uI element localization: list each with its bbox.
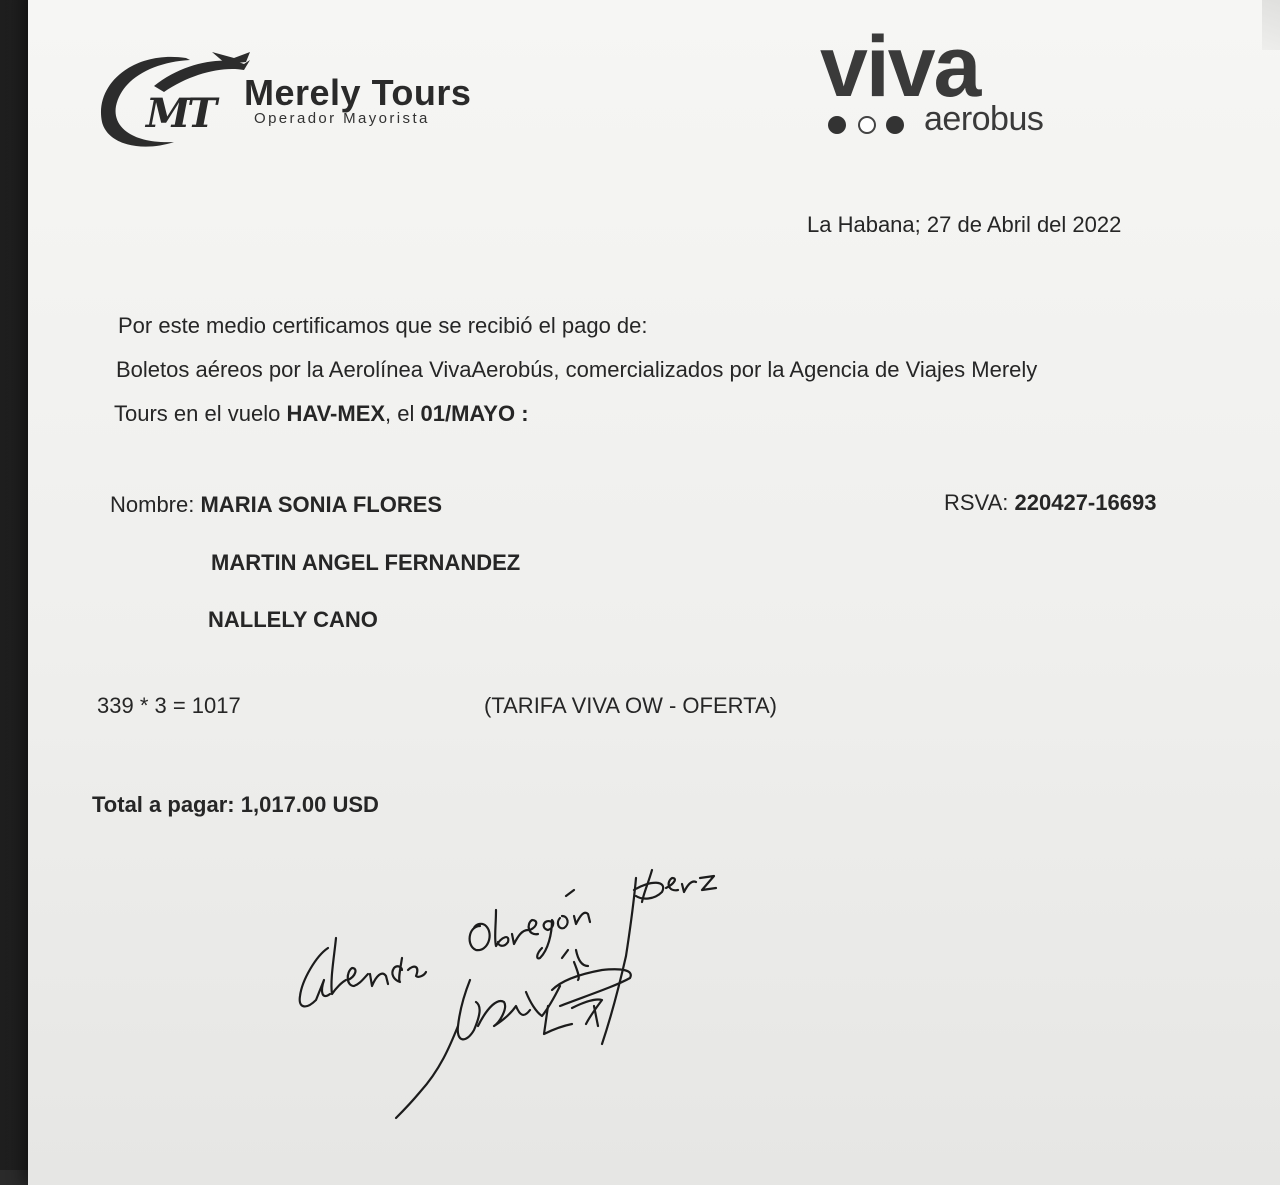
handwritten-signature (290, 830, 730, 1130)
viva-aerobus-logo (820, 19, 1110, 138)
reservation-label: RSVA: (944, 490, 1009, 515)
merely-tours-logo (94, 44, 514, 154)
body-line-2-mid: , el (385, 401, 421, 426)
flight-route: HAV-MEX (286, 401, 386, 426)
body-line-2-suffix: : (515, 401, 529, 426)
page-corner (1262, 0, 1280, 50)
body-line-1: Boletos aéreos por la Aerolínea VivaAerobús, comercializados por la Agencia de Viajes Merely (116, 357, 1038, 382)
dot-icon (858, 116, 876, 134)
date-line: La Habana; 27 de Abril del 2022 (807, 212, 1122, 237)
name-label: Nombre: (110, 492, 195, 517)
mt-monogram: MT (146, 90, 215, 137)
fare-note: (TARIFA VIVA OW - OFERTA) (484, 693, 777, 718)
dot-icon (886, 116, 904, 134)
passenger-name: MARTIN ANGEL FERNANDEZ (211, 550, 521, 575)
total-label: Total a pagar: (92, 792, 235, 817)
passenger-row-1 (110, 492, 442, 518)
flight-date: 01/MAYO (420, 401, 516, 426)
body-line-2 (114, 401, 529, 427)
merely-tours-subtitle: Operador Mayorista (254, 110, 430, 127)
body-line-2-prefix: Tours en el vuelo (114, 401, 287, 426)
reservation (944, 490, 1156, 516)
reservation-code: 220427-16693 (1014, 490, 1157, 515)
total-amount: 1,017.00 USD (240, 792, 379, 817)
merely-tours-name: Merely Tours (244, 72, 472, 113)
passenger-name: MARIA SONIA FLORES (200, 492, 443, 517)
total-line (92, 792, 379, 818)
dot-icon (828, 116, 846, 134)
viva-wordmark: viva (820, 19, 980, 115)
fare-calculation: 339 * 3 = 1017 (97, 693, 241, 718)
intro-text: Por este medio certificamos que se recibió el pago de: (118, 313, 648, 338)
aerobus-wordmark: aerobus (924, 100, 1044, 138)
passenger-name: NALLELY CANO (208, 607, 378, 632)
